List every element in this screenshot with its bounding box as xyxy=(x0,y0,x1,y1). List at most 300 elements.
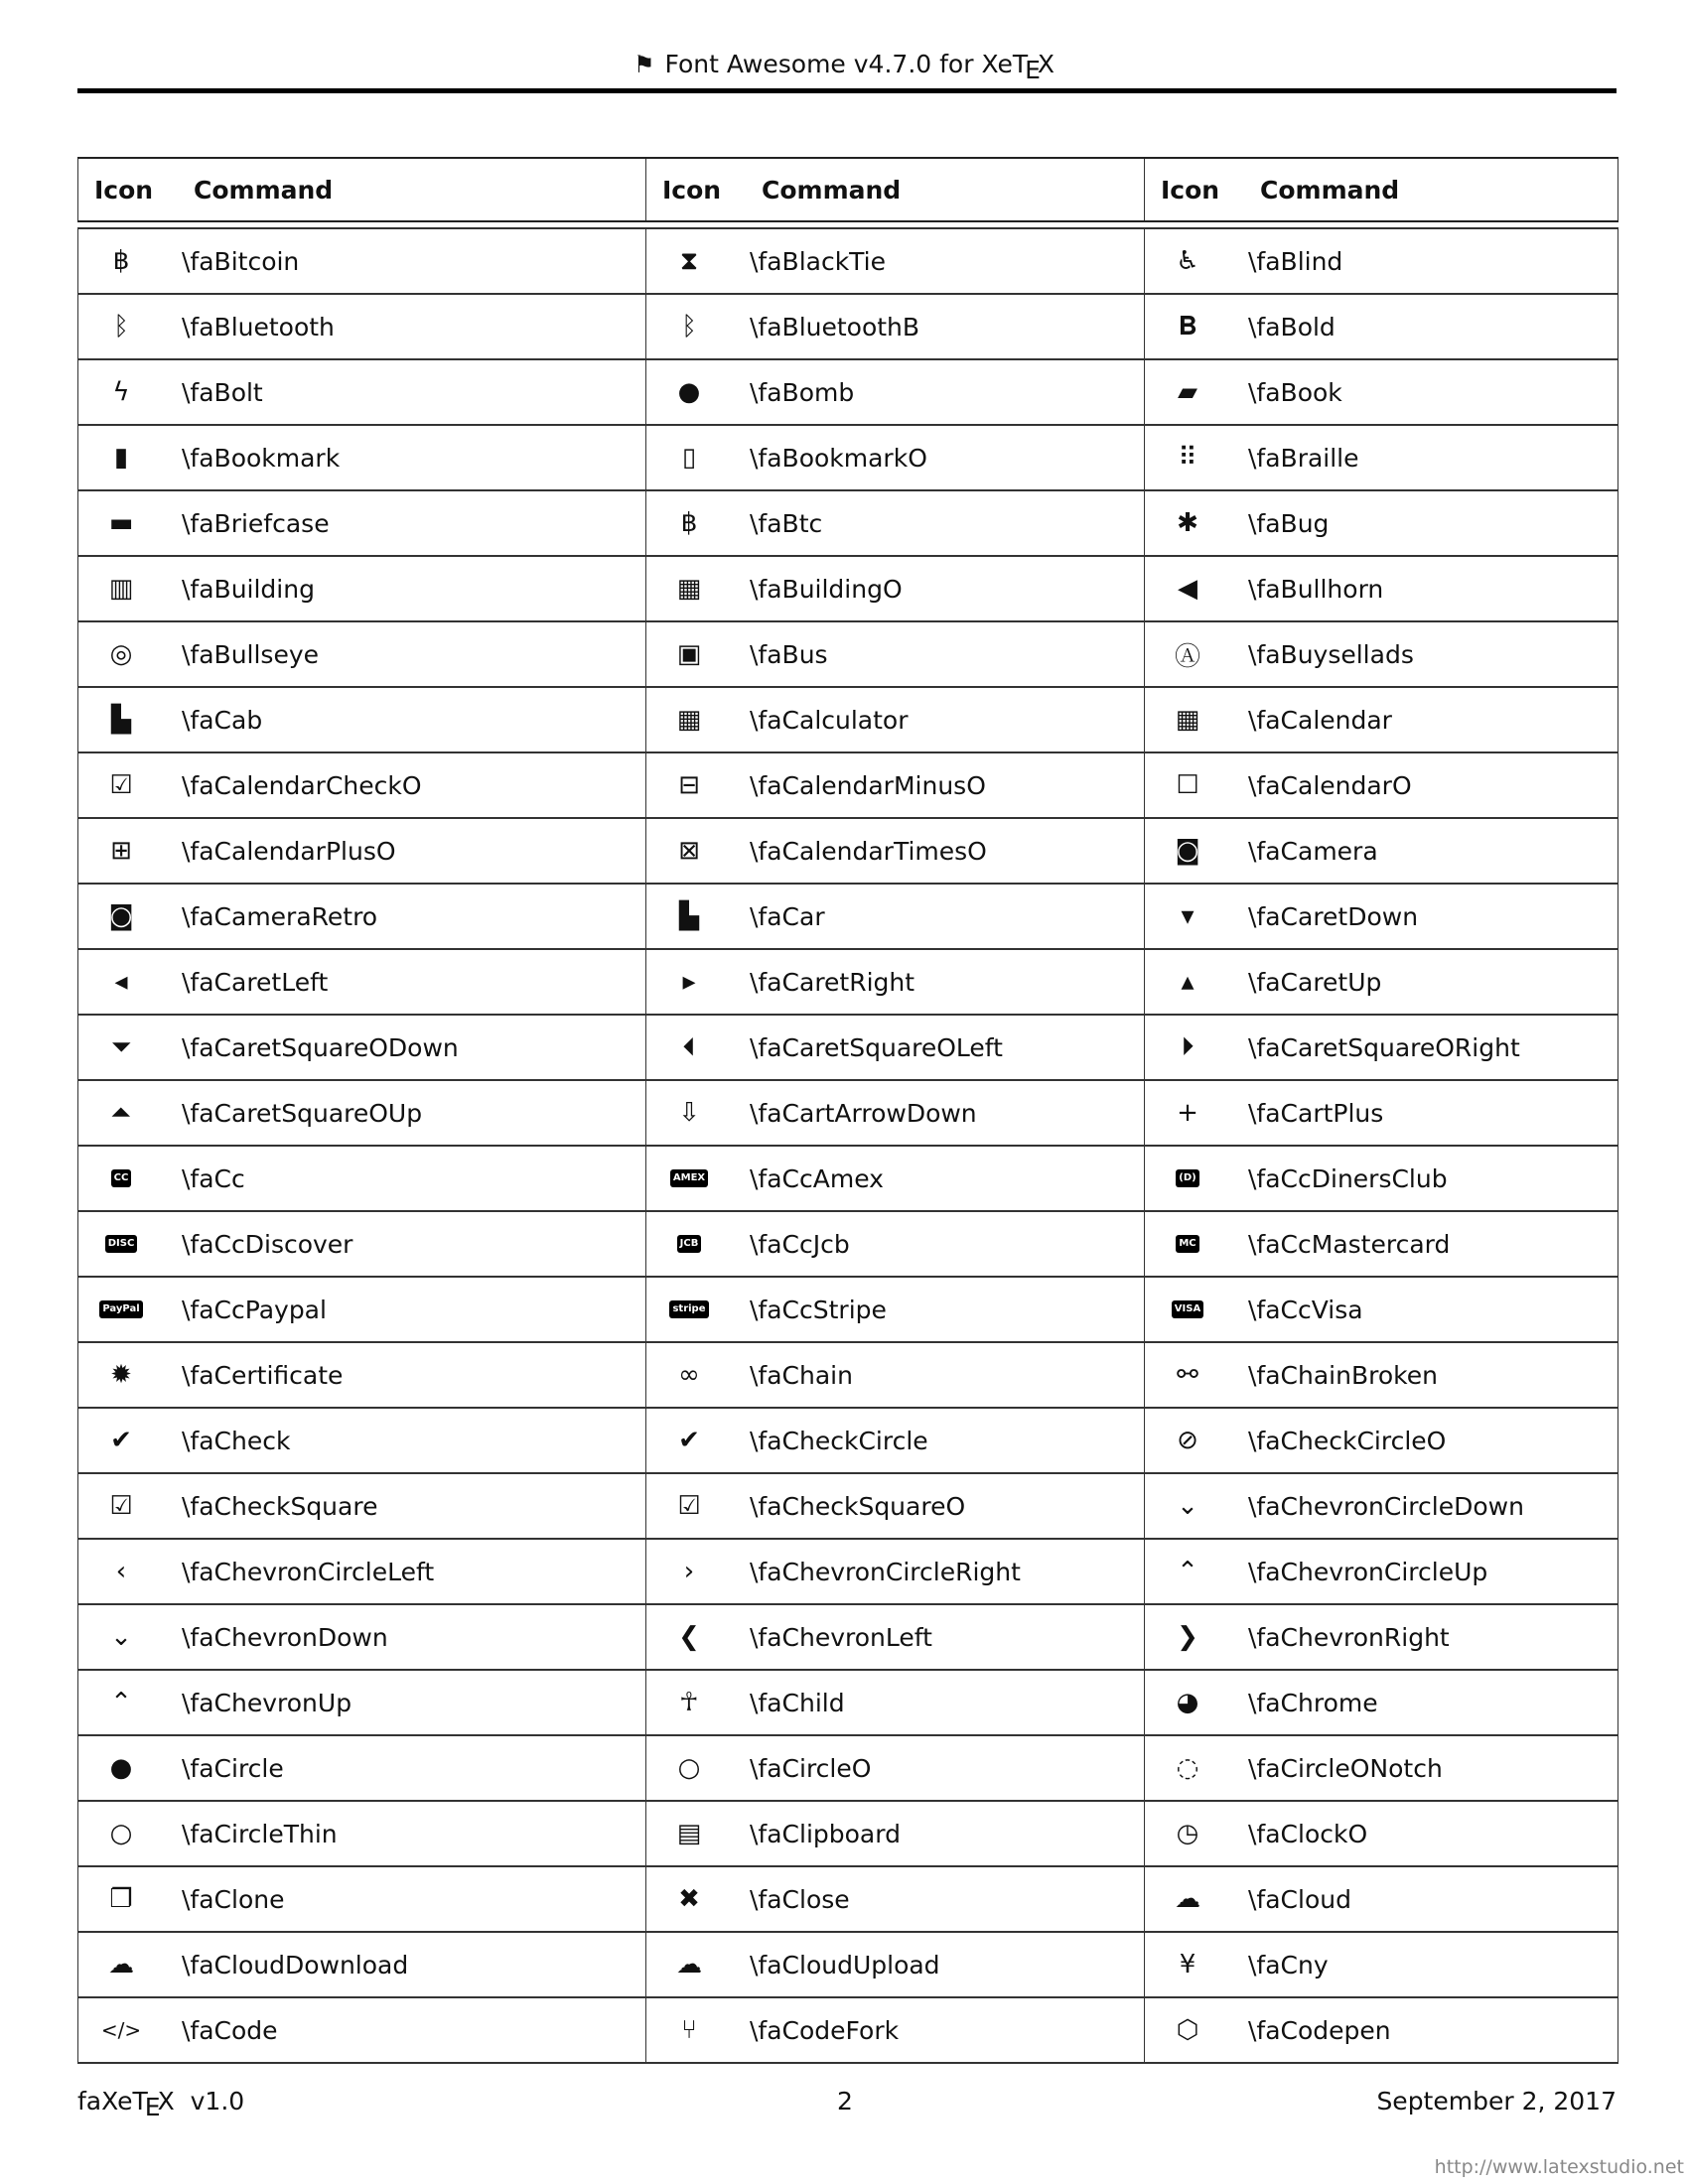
icon-cell xyxy=(78,1735,646,1801)
command-header: Command xyxy=(194,175,334,205)
command-name: \faChain xyxy=(750,1360,853,1390)
tex-e: E xyxy=(1025,56,1041,84)
cell-content xyxy=(646,950,1144,1014)
calendar-icon: ▦ xyxy=(1175,705,1200,735)
icon-cell xyxy=(78,687,646,752)
icon-cell xyxy=(646,752,1145,818)
chevron-circle-left-icon: ‹ xyxy=(115,1557,127,1586)
icon-cell xyxy=(78,884,646,949)
command-name: \faCcDinersClub xyxy=(1248,1163,1448,1193)
cell-content xyxy=(78,885,645,948)
icon-cell xyxy=(78,228,646,294)
cell-content xyxy=(646,1802,1144,1865)
command-name: \faCloudUpload xyxy=(750,1950,940,1979)
command-name: \faChevronLeft xyxy=(750,1622,932,1652)
footer-version: v1.0 xyxy=(190,2087,245,2116)
icon-cell xyxy=(646,556,1145,621)
cell-content xyxy=(78,688,645,751)
command-name: \faCameraRetro xyxy=(182,901,378,931)
cell-content xyxy=(78,1343,645,1407)
bluetooth-b-icon: ᛒ xyxy=(681,312,697,341)
footer-name: faXe xyxy=(77,2087,133,2116)
icon-cell xyxy=(1145,1539,1618,1604)
icon-header: Icon xyxy=(1161,175,1220,205)
command-name: \faBuilding xyxy=(182,574,315,604)
icon-cell xyxy=(78,359,646,425)
cloud-download-icon: ☁ xyxy=(108,1950,134,1979)
table-row xyxy=(78,1997,1618,2063)
table-row xyxy=(78,1866,1618,1932)
cell-content xyxy=(78,426,645,489)
command-name: \faBluetoothB xyxy=(750,312,920,341)
cell-content xyxy=(1145,1212,1618,1276)
briefcase-icon: ▬ xyxy=(108,508,134,538)
table-row xyxy=(78,1801,1618,1866)
cc-jcb-icon: JCB xyxy=(646,1235,732,1253)
tex-t: T xyxy=(132,2087,148,2116)
icon-cell xyxy=(1145,1211,1618,1277)
cell-content xyxy=(1145,491,1618,555)
cell-content xyxy=(1145,1540,1618,1603)
calendar-o-icon: ☐ xyxy=(1176,770,1199,800)
camera-retro-icon: ◙ xyxy=(108,901,134,931)
cell-content xyxy=(646,1343,1144,1407)
cc-visa-icon: VISA xyxy=(1145,1300,1230,1318)
icon-cell xyxy=(1145,949,1618,1015)
cell-content xyxy=(78,1212,645,1276)
cell-content xyxy=(646,1474,1144,1538)
table-row xyxy=(78,1408,1618,1473)
bullhorn-icon: ◀ xyxy=(1178,574,1197,604)
check-square-icon: ☑ xyxy=(109,1491,133,1521)
bold-icon: 𝐁 xyxy=(1178,311,1197,341)
check-circle-o-icon: ⊘ xyxy=(1177,1426,1198,1455)
command-name: \faCcMastercard xyxy=(1248,1229,1451,1259)
icon-cell xyxy=(78,1932,646,1997)
command-name: \faBolt xyxy=(182,377,263,407)
cc-icon: CC xyxy=(78,1169,164,1187)
child-icon: ☥ xyxy=(679,1688,699,1717)
command-name: \faCcAmex xyxy=(750,1163,884,1193)
icon-cell xyxy=(1145,1277,1618,1342)
bitcoin-icon: ฿ xyxy=(112,246,130,276)
icon-cell xyxy=(646,490,1145,556)
header-rule xyxy=(77,88,1617,93)
tex-x: X xyxy=(157,2087,175,2116)
cell-content xyxy=(646,491,1144,555)
icon-cell xyxy=(1145,1342,1618,1408)
codepen-icon: ⬡ xyxy=(1176,2015,1199,2045)
command-name: \faChainBroken xyxy=(1248,1360,1438,1390)
command-name: \faClose xyxy=(750,1884,850,1914)
building-o-icon: ▦ xyxy=(676,574,702,604)
command-name: \faCloudDownload xyxy=(182,1950,409,1979)
command-name: \faCaretSquareORight xyxy=(1248,1032,1520,1062)
icon-cell xyxy=(78,1801,646,1866)
cell-content xyxy=(646,753,1144,817)
command-name: \faCaretDown xyxy=(1248,901,1419,931)
icon-cell xyxy=(1145,1015,1618,1080)
command-name: \faCircle xyxy=(182,1753,284,1783)
table-header-row xyxy=(78,158,1618,221)
icon-cell xyxy=(1145,1080,1618,1146)
cell-content xyxy=(1145,1147,1618,1210)
table-row xyxy=(78,1735,1618,1801)
cc-discover-icon: DISC xyxy=(78,1235,164,1253)
icon-cell xyxy=(646,884,1145,949)
command-name: \faBuildingO xyxy=(750,574,903,604)
icon-cell xyxy=(78,752,646,818)
caret-right-icon: ▸ xyxy=(682,967,696,997)
table-row xyxy=(78,818,1618,884)
table-row xyxy=(78,884,1618,949)
command-name: \faCc xyxy=(182,1163,245,1193)
footer-left xyxy=(77,2087,245,2121)
table-row xyxy=(78,752,1618,818)
cc-paypal-icon: PayPal xyxy=(78,1300,164,1318)
icon-cell xyxy=(646,1080,1145,1146)
cell-content xyxy=(78,1540,645,1603)
cell-content xyxy=(78,1802,645,1865)
chevron-left-icon: ❮ xyxy=(678,1622,700,1652)
chain-broken-icon: ⚯ xyxy=(1177,1360,1198,1390)
icon-cell xyxy=(646,425,1145,490)
table-row xyxy=(78,621,1618,687)
certificate-icon: ✹ xyxy=(110,1360,132,1390)
circle-o-icon: ○ xyxy=(677,1753,701,1783)
icon-cell xyxy=(646,228,1145,294)
command-name: \faCalendar xyxy=(1248,705,1392,735)
icon-cell xyxy=(1145,425,1618,490)
cell-content xyxy=(1145,1605,1618,1669)
icon-cell xyxy=(1145,1735,1618,1801)
btc-icon: ฿ xyxy=(680,508,698,538)
command-name: \faBtc xyxy=(750,508,823,538)
command-header: Command xyxy=(1260,175,1400,205)
command-name: \faCcPaypal xyxy=(182,1295,327,1324)
clone-icon: ❐ xyxy=(109,1884,133,1914)
column-header xyxy=(1145,158,1618,221)
check-square-o-icon: ☑ xyxy=(677,1491,701,1521)
cell-content xyxy=(78,1736,645,1800)
cell-content xyxy=(1145,1343,1618,1407)
caret-up-icon: ▴ xyxy=(1181,967,1195,997)
icon-cell xyxy=(1145,621,1618,687)
cloud-upload-icon: ☁ xyxy=(676,1950,702,1979)
command-name: \faCalendarPlusO xyxy=(182,836,396,866)
command-name: \faCircleONotch xyxy=(1248,1753,1443,1783)
cell-content xyxy=(646,688,1144,751)
command-name: \faChevronDown xyxy=(182,1622,388,1652)
bomb-icon: ● xyxy=(677,377,701,407)
cell-content xyxy=(646,1409,1144,1472)
icon-cell xyxy=(78,490,646,556)
icon-cell xyxy=(78,1866,646,1932)
icon-header: Icon xyxy=(662,175,722,205)
icon-cell xyxy=(646,359,1145,425)
cell-content xyxy=(646,1278,1144,1341)
chevron-circle-down-icon: ⌄ xyxy=(1177,1491,1198,1521)
cell-content xyxy=(78,1147,645,1210)
cell-content xyxy=(1145,819,1618,883)
icon-cell xyxy=(1145,884,1618,949)
icon-cell xyxy=(1145,1604,1618,1670)
command-name: \faChevronCircleLeft xyxy=(182,1557,435,1586)
flag-icon: ⚑ xyxy=(633,51,655,78)
cell-content xyxy=(646,1212,1144,1276)
command-name: \faCny xyxy=(1248,1950,1329,1979)
cell-content xyxy=(1145,1016,1618,1079)
command-name: \faCcVisa xyxy=(1248,1295,1363,1324)
icon-cell xyxy=(78,1146,646,1211)
icon-cell xyxy=(78,1604,646,1670)
command-name: \faChevronRight xyxy=(1248,1622,1450,1652)
command-name: \faBraille xyxy=(1248,443,1359,473)
cell-content xyxy=(1145,229,1618,293)
command-header: Command xyxy=(762,175,902,205)
page-number: 2 xyxy=(837,2087,853,2116)
icon-cell xyxy=(646,1539,1145,1604)
icon-cell xyxy=(78,1539,646,1604)
cell-content xyxy=(1145,557,1618,620)
cell-content xyxy=(1145,950,1618,1014)
chevron-up-icon: ⌃ xyxy=(110,1688,132,1717)
icon-cell xyxy=(646,818,1145,884)
command-name: \faCaretSquareOLeft xyxy=(750,1032,1003,1062)
table-body xyxy=(78,228,1618,2063)
icon-cell xyxy=(646,1473,1145,1539)
command-name: \faChild xyxy=(750,1688,845,1717)
buysellads-icon: Ⓐ xyxy=(1174,641,1200,672)
cc-amex-icon: AMEX xyxy=(646,1169,732,1187)
command-name: \faChevronUp xyxy=(182,1688,352,1717)
bullseye-icon: ◎ xyxy=(109,639,133,669)
icon-cell xyxy=(1145,1932,1618,1997)
command-name: \faCalendarMinusO xyxy=(750,770,986,800)
icon-cell xyxy=(78,294,646,359)
icon-cell xyxy=(646,1211,1145,1277)
cell-content xyxy=(78,1998,645,2062)
icon-cell xyxy=(78,1342,646,1408)
table-row xyxy=(78,1342,1618,1408)
bus-icon: ▣ xyxy=(676,639,702,669)
bolt-icon: ϟ xyxy=(112,377,130,407)
command-name: \faBlind xyxy=(1248,246,1343,276)
command-name: \faCar xyxy=(750,901,825,931)
tex-x: X xyxy=(1037,50,1055,78)
command-name: \faCab xyxy=(182,705,263,735)
cell-content xyxy=(1145,1278,1618,1341)
cell-content xyxy=(78,1016,645,1079)
cart-plus-icon: + xyxy=(1177,1098,1198,1128)
table-row xyxy=(78,228,1618,294)
table-row xyxy=(78,294,1618,359)
cell-content xyxy=(78,360,645,424)
icon-cell xyxy=(78,1277,646,1342)
cell-content xyxy=(1145,1409,1618,1472)
calendar-check-o-icon: ☑ xyxy=(109,770,133,800)
check-circle-icon: ✔ xyxy=(678,1426,700,1455)
circle-thin-icon: ○ xyxy=(109,1819,133,1848)
icon-cell xyxy=(78,1211,646,1277)
cell-content xyxy=(646,360,1144,424)
command-name: \faCircleO xyxy=(750,1753,872,1783)
clock-o-icon: ◷ xyxy=(1176,1819,1199,1848)
chevron-circle-up-icon: ⌃ xyxy=(1177,1557,1198,1586)
icon-cell xyxy=(78,949,646,1015)
chain-icon: ∞ xyxy=(678,1360,700,1390)
table-row xyxy=(78,949,1618,1015)
column-header xyxy=(646,158,1145,221)
command-name: \faBluetooth xyxy=(182,312,335,341)
icon-cell xyxy=(78,1015,646,1080)
caret-square-o-down-icon: ⏷ xyxy=(110,1031,132,1062)
tex-t: T xyxy=(1012,50,1029,78)
icon-cell xyxy=(1145,687,1618,752)
cell-content xyxy=(646,1736,1144,1800)
table-row xyxy=(78,490,1618,556)
command-name: \faCheck xyxy=(182,1426,291,1455)
table-row xyxy=(78,1539,1618,1604)
command-name: \faCalendarTimesO xyxy=(750,836,987,866)
command-name: \faBriefcase xyxy=(182,508,330,538)
braille-icon: ⠿ xyxy=(1178,443,1197,473)
icon-header: Icon xyxy=(94,175,154,205)
command-name: \faBookmark xyxy=(182,443,341,473)
command-name: \faBullseye xyxy=(182,639,320,669)
cell-content xyxy=(646,229,1144,293)
cell-content xyxy=(1145,426,1618,489)
icon-cell xyxy=(78,1997,646,2063)
icon-cell xyxy=(646,1015,1145,1080)
cell-content xyxy=(78,753,645,817)
icon-cell xyxy=(1145,1146,1618,1211)
icon-cell xyxy=(646,1277,1145,1342)
cell-content xyxy=(78,1474,645,1538)
command-name: \faCheckCircle xyxy=(750,1426,928,1455)
command-name: \faBookmarkO xyxy=(750,443,927,473)
command-name: \faCartArrowDown xyxy=(750,1098,977,1128)
command-name: \faCaretLeft xyxy=(182,967,329,997)
book-icon: ▰ xyxy=(1178,377,1197,407)
command-name: \faBook xyxy=(1248,377,1342,407)
cell-content xyxy=(646,819,1144,883)
caret-left-icon: ◂ xyxy=(114,967,128,997)
spacer xyxy=(78,221,1618,228)
command-name: \faBold xyxy=(1248,312,1336,341)
command-name: \faBuysellads xyxy=(1248,639,1414,669)
check-icon: ✔ xyxy=(110,1426,132,1455)
cell-content xyxy=(78,1933,645,1996)
bug-icon: ✱ xyxy=(1177,508,1198,538)
command-name: \faCircleThin xyxy=(182,1819,338,1848)
icon-cell xyxy=(78,621,646,687)
tex-e: E xyxy=(144,2093,161,2121)
close-icon: ✖ xyxy=(678,1884,700,1914)
cell-content xyxy=(78,1671,645,1734)
cc-stripe-icon: stripe xyxy=(646,1300,732,1318)
icon-cell xyxy=(1145,1670,1618,1735)
code-icon: </> xyxy=(100,2018,142,2042)
table-row xyxy=(78,1211,1618,1277)
bookmark-icon: ▮ xyxy=(113,443,129,473)
black-tie-icon: ⧗ xyxy=(679,245,699,276)
icon-cell xyxy=(646,1735,1145,1801)
command-name: \faCaretRight xyxy=(750,967,915,997)
cell-content xyxy=(1145,885,1618,948)
icon-cell xyxy=(78,818,646,884)
cell-content xyxy=(78,950,645,1014)
icon-cell xyxy=(646,1801,1145,1866)
command-name: \faBug xyxy=(1248,508,1330,538)
icon-cell xyxy=(1145,556,1618,621)
cell-content xyxy=(646,1147,1144,1210)
command-name: \faCertificate xyxy=(182,1360,344,1390)
command-name: \faCalendarO xyxy=(1248,770,1412,800)
chevron-right-icon: ❯ xyxy=(1177,1622,1198,1652)
icon-cell xyxy=(78,556,646,621)
blind-icon: ♿ xyxy=(1176,246,1199,276)
icon-cell xyxy=(646,1997,1145,2063)
command-name: \faBus xyxy=(750,639,828,669)
icon-cell xyxy=(646,949,1145,1015)
cc-mastercard-icon: MC xyxy=(1145,1235,1230,1253)
icon-cell xyxy=(646,1670,1145,1735)
icon-cell xyxy=(646,1604,1145,1670)
command-name: \faCcDiscover xyxy=(182,1229,353,1259)
icon-cell xyxy=(1145,1801,1618,1866)
cab-icon: ▙ xyxy=(111,705,131,735)
cell-content xyxy=(1145,1802,1618,1865)
building-icon: ▥ xyxy=(108,574,134,604)
calendar-plus-o-icon: ⊞ xyxy=(110,836,132,866)
command-name: \faCcJcb xyxy=(750,1229,850,1259)
cell-content xyxy=(78,491,645,555)
column-header xyxy=(78,158,646,221)
icon-cell xyxy=(646,1342,1145,1408)
cell-content xyxy=(78,1409,645,1472)
command-name: \faCartPlus xyxy=(1248,1098,1384,1128)
command-name: \faCheckCircleO xyxy=(1248,1426,1447,1455)
cell-content xyxy=(78,1867,645,1931)
command-name: \faChevronCircleUp xyxy=(1248,1557,1488,1586)
cell-content xyxy=(646,1016,1144,1079)
cell-content xyxy=(1145,1474,1618,1538)
header-title xyxy=(664,50,1055,84)
cell-content xyxy=(78,1605,645,1669)
command-name: \faCheckSquareO xyxy=(750,1491,966,1521)
cell-content xyxy=(646,1540,1144,1603)
cell-content xyxy=(78,557,645,620)
icon-cell xyxy=(1145,818,1618,884)
circle-o-notch-icon: ◌ xyxy=(1176,1753,1199,1783)
calendar-times-o-icon: ⊠ xyxy=(678,836,700,866)
icon-cell xyxy=(646,1866,1145,1932)
cell-content xyxy=(78,1278,645,1341)
table-row xyxy=(78,1080,1618,1146)
cell-content xyxy=(646,1998,1144,2062)
cell-content xyxy=(1145,622,1618,686)
command-name: \faBitcoin xyxy=(182,246,300,276)
code-fork-icon: ⑂ xyxy=(681,2015,697,2045)
header-spacer xyxy=(78,221,1618,228)
title-text: Font Awesome v4.7.0 for Xe xyxy=(664,50,1013,78)
cell-content xyxy=(1145,1867,1618,1931)
table-row xyxy=(78,1473,1618,1539)
icon-cell xyxy=(78,425,646,490)
icon-cell xyxy=(78,1473,646,1539)
caret-square-o-right-icon: ⏵ xyxy=(1181,1031,1195,1062)
